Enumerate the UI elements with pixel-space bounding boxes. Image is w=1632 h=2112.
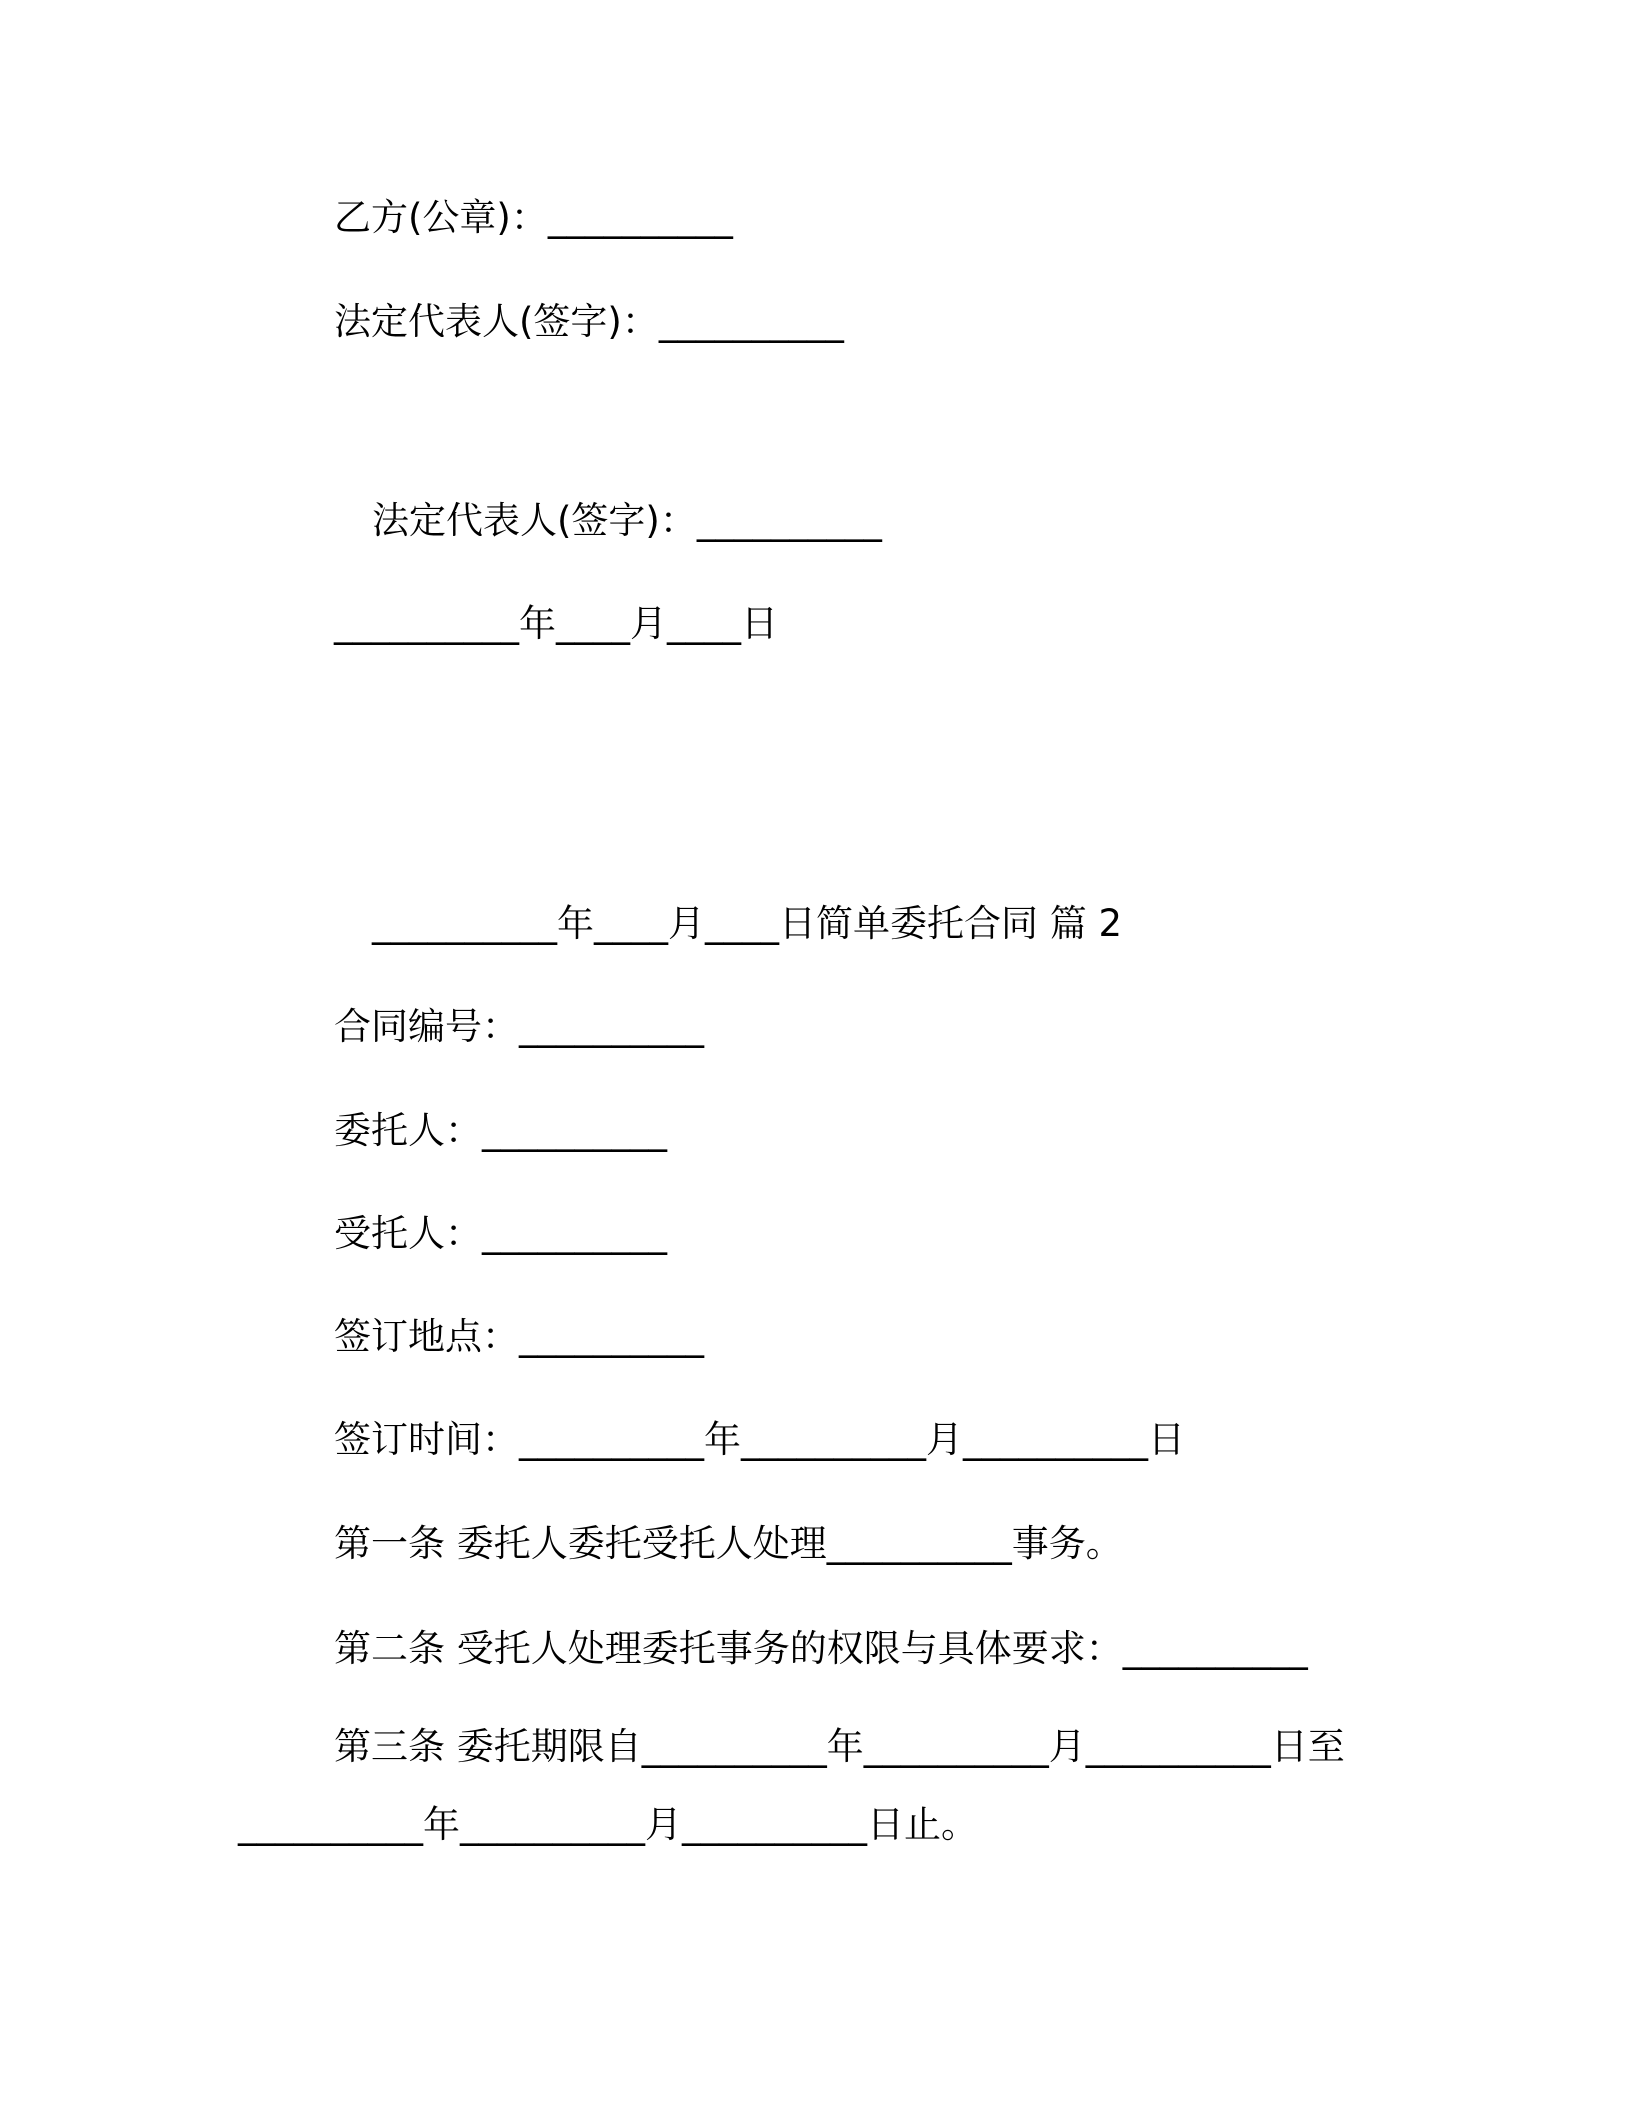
section-heading: __________年____月____日简单委托合同 篇 2 — [372, 902, 1123, 945]
agent-line: 受托人：__________ — [334, 1212, 667, 1255]
legal-rep-signature-line-1: 法定代表人(签字)：__________ — [334, 300, 844, 343]
article-3-line-1: 第三条 委托期限自__________年__________月__________日至 — [334, 1725, 1345, 1768]
principal-line: 委托人：__________ — [334, 1109, 667, 1152]
contract-number-line: 合同编号：__________ — [334, 1005, 704, 1048]
article-2: 第二条 受托人处理委托事务的权限与具体要求：__________ — [334, 1627, 1308, 1670]
sign-date-line: __________年____月____日 — [334, 602, 778, 645]
signing-time-line: 签订时间：__________年__________月__________日 — [334, 1418, 1185, 1461]
signing-place-line: 签订地点：__________ — [334, 1315, 704, 1358]
legal-rep-signature-line-2: 法定代表人(签字)：__________ — [372, 499, 882, 542]
party-b-seal-line: 乙方(公章)：__________ — [334, 196, 733, 239]
article-1: 第一条 委托人委托受托人处理__________事务。 — [334, 1522, 1123, 1565]
article-3-line-2: __________年__________月__________日止。 — [238, 1803, 978, 1846]
